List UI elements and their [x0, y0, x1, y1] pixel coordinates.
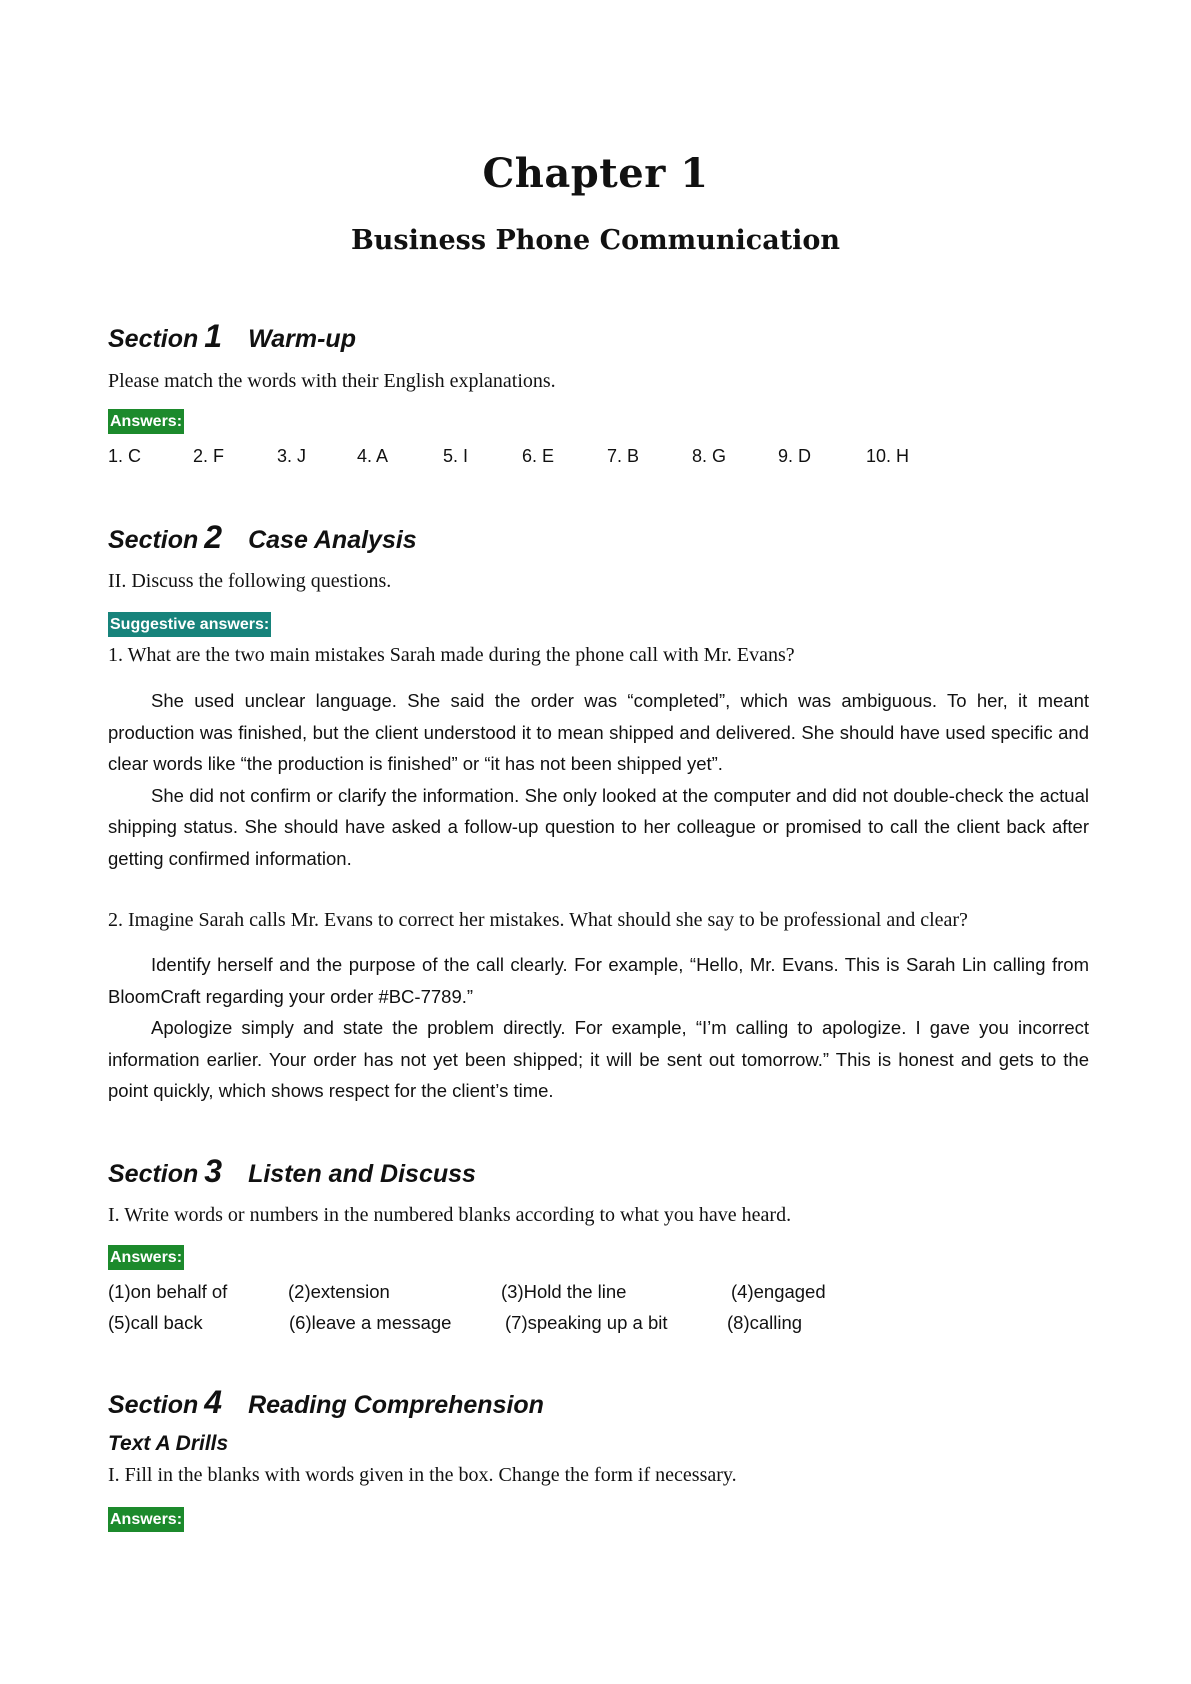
answer-paragraph: She did not confirm or clarify the information. She only looked at the computer and did not double-check the actual shipping status. She should have asked a follow-up question to her colleague or promised to call the client back after getting confirmed information.: [108, 784, 1089, 869]
section-3-instruction: I. Write words or numbers in the numbered blanks according to what you have heard.: [108, 1204, 792, 1226]
answers-badge: Answers:: [108, 1507, 184, 1532]
section-name: Reading Comprehension: [248, 1391, 544, 1419]
section-4-heading: [108, 1384, 544, 1421]
section-label: Section: [108, 325, 199, 353]
blank-answer: (8)calling: [727, 1312, 803, 1333]
blank-answer: (3)Hold the line: [501, 1281, 627, 1302]
answer-item: 3. J: [277, 446, 307, 466]
answer-item: 8. G: [692, 446, 727, 466]
answer-item: 1. C: [108, 446, 142, 466]
section-number: 4: [204, 1384, 223, 1420]
answer-paragraph: Apologize simply and state the problem directly. For example, “I’m calling to apologize. I gave you incorrect information earlier. Your order has not yet been shipped; it will be sent out tomorrow.” This is honest and gets to the point quickly, which shows respect for the client’s time.: [108, 1017, 1089, 1101]
blank-answer: (2)extension: [288, 1281, 390, 1302]
answers-badge: Answers:: [108, 1245, 184, 1270]
answer-item: 2. F: [193, 446, 225, 466]
answer-item: 10. H: [866, 446, 910, 466]
blank-answer: (4)engaged: [731, 1281, 826, 1302]
section-label: Section: [108, 526, 199, 554]
question-2-answer: [108, 949, 1089, 1107]
answer-item: 9. D: [778, 446, 812, 466]
section-number: 1: [204, 318, 223, 354]
text-a-drills-heading: Text A Drills: [108, 1432, 229, 1455]
blank-answer: (6)leave a message: [289, 1312, 452, 1333]
suggestive-answers-badge: Suggestive answers:: [108, 612, 271, 637]
section-1-heading: [108, 318, 356, 355]
question-1-answer: [108, 685, 1089, 874]
answer-paragraph: She used unclear language. She said the order was “completed”, which was ambiguous. To her, it meant production was finished, but the client understood it to mean shipped and delivered. She should have used specific and clear words like “the production is finished” or “it has not been shipped yet”.: [108, 690, 1089, 774]
section-name: Warm-up: [248, 325, 356, 353]
section-number: 2: [204, 519, 223, 555]
answer-item: 5. I: [443, 446, 469, 466]
section-3-heading: [108, 1153, 476, 1190]
section-2-instruction: II. Discuss the following questions.: [108, 570, 392, 592]
blank-answer: (1)on behalf of: [108, 1281, 228, 1302]
section-label: Section: [108, 1160, 199, 1188]
answer-item: 4. A: [357, 446, 389, 466]
section-name: Listen and Discuss: [248, 1160, 476, 1188]
section-name: Case Analysis: [248, 526, 417, 554]
blank-answer: (7)speaking up a bit: [505, 1312, 668, 1333]
answer-paragraph: Identify herself and the purpose of the call clearly. For example, “Hello, Mr. Evans. This is Sarah Lin calling from BloomCraft regarding your order #BC-7789.”: [108, 954, 1089, 1007]
section-2-heading: [108, 519, 417, 556]
section-1-instruction: Please match the words with their English explanations.: [108, 370, 556, 392]
chapter-subtitle: Business Phone Communication: [350, 225, 841, 256]
answer-item: 7. B: [607, 446, 640, 466]
question-2: 2. Imagine Sarah calls Mr. Evans to correct her mistakes. What should she say to be professional and clear?: [108, 909, 968, 931]
chapter-title: Chapter 1: [482, 150, 709, 197]
answers-badge: Answers:: [108, 409, 184, 434]
section-4-instruction: I. Fill in the blanks with words given in the box. Change the form if necessary.: [108, 1464, 737, 1486]
blank-answer: (5)call back: [108, 1312, 203, 1333]
question-1: 1. What are the two main mistakes Sarah made during the phone call with Mr. Evans?: [108, 644, 795, 666]
section-number: 3: [204, 1153, 223, 1189]
answer-item: 6. E: [522, 446, 555, 466]
section-label: Section: [108, 1391, 199, 1419]
